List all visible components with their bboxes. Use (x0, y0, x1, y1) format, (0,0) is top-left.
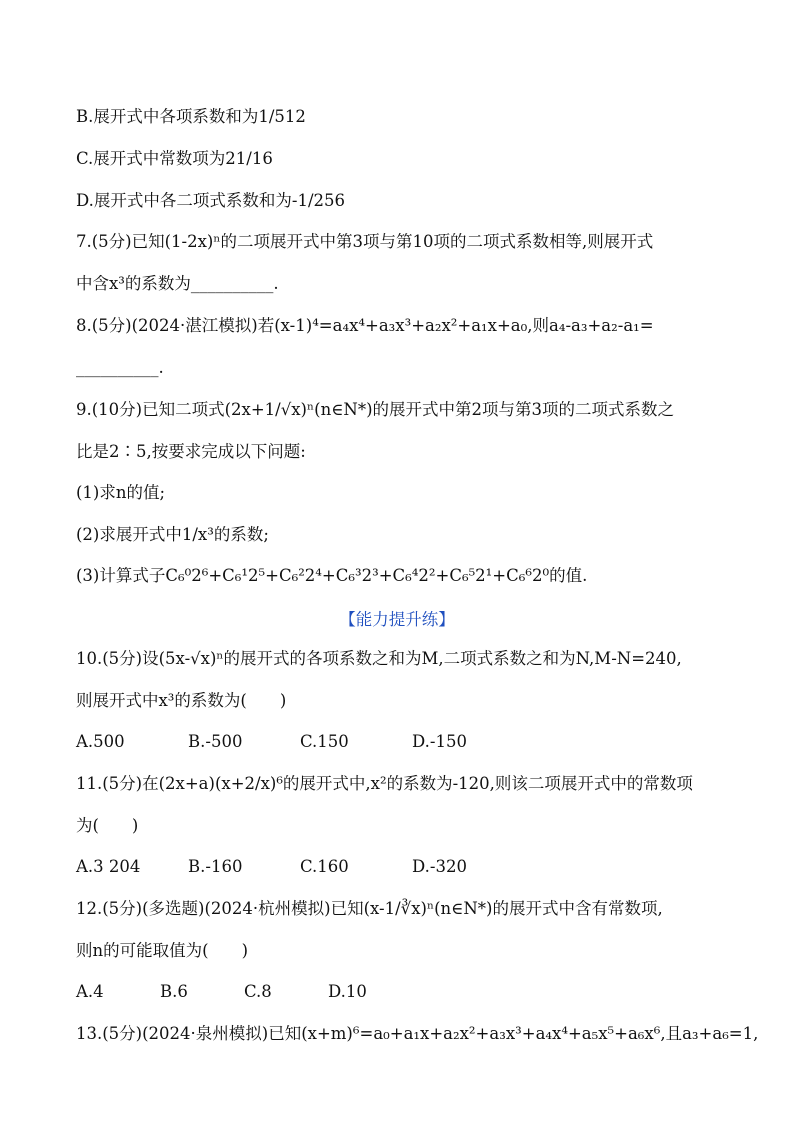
option-c: C.160 (300, 857, 349, 876)
question-7-line-2: 中含x³的系数为__________. (76, 274, 279, 293)
option-a: A.4 (76, 982, 104, 1001)
option-b: B.-500 (188, 732, 243, 751)
option-6b: B.展开式中各项系数和为1/512 (76, 107, 306, 126)
option-d: D.10 (328, 982, 367, 1001)
option-6d: D.展开式中各二项式系数和为-1/256 (76, 191, 346, 210)
question-10-line-1: 10.(5分)设(5x-√x)ⁿ的展开式的各项系数之和为M,二项式系数之和为N,M-N=240, (76, 649, 682, 668)
option-d: D.-320 (412, 857, 467, 876)
option-b: B.6 (160, 982, 188, 1001)
question-11-line-1: 11.(5分)在(2x+a)(x+2/x)⁶的展开式中,x²的系数为-120,则该二项展开式中的常数项 (76, 774, 693, 793)
section-heading: 【能力提升练】 (339, 610, 455, 629)
option-6c: C.展开式中常数项为21/16 (76, 149, 273, 168)
question-9-line-2: 比是2∶5,按要求完成以下问题: (76, 442, 306, 461)
question-9-part-1: (1)求n的值; (76, 483, 166, 502)
question-11-options (76, 856, 467, 878)
option-b: B.-160 (188, 857, 243, 876)
question-10-line-2: 则展开式中x³的系数为( ) (76, 691, 287, 710)
option-a: A.500 (76, 732, 125, 751)
option-d: D.-150 (412, 732, 467, 751)
question-13-line-1: 13.(5分)(2024·泉州模拟)已知(x+m)⁶=a₀+a₁x+a₂x²+a₃x³+a₄x⁴+a₅x⁵+a₆x⁶,且a₃+a₆=1, (76, 1024, 759, 1043)
option-c: C.8 (244, 982, 272, 1001)
question-12-options (76, 981, 367, 1003)
question-12-line-2: 则n的可能取值为( ) (76, 941, 249, 960)
question-9-part-2: (2)求展开式中1/x³的系数; (76, 525, 269, 544)
option-c: C.150 (300, 732, 349, 751)
question-11-line-2: 为( ) (76, 816, 139, 835)
question-10-options (76, 731, 467, 753)
question-7-line-1: 7.(5分)已知(1-2x)ⁿ的二项展开式中第3项与第10项的二项式系数相等,则展开式 (76, 232, 654, 251)
option-a: A.3 204 (76, 857, 141, 876)
question-12-line-1: 12.(5分)(多选题)(2024·杭州模拟)已知(x-1/∛x)ⁿ(n∈N*)的展开式中含有常数项, (76, 899, 663, 918)
question-8-line-2: __________. (76, 358, 164, 377)
question-8-line-1: 8.(5分)(2024·湛江模拟)若(x-1)⁴=a₄x⁴+a₃x³+a₂x²+a₁x+a₀,则a₄-a₃+a₂-a₁= (76, 316, 654, 335)
question-9-line-1: 9.(10分)已知二项式(2x+1/√x)ⁿ(n∈N*)的展开式中第2项与第3项的二项式系数之 (76, 400, 675, 419)
question-9-part-3: (3)计算式子C₆⁰2⁶+C₆¹2⁵+C₆²2⁴+C₆³2³+C₆⁴2²+C₆⁵2¹+C₆⁶2⁰的值. (76, 566, 588, 585)
